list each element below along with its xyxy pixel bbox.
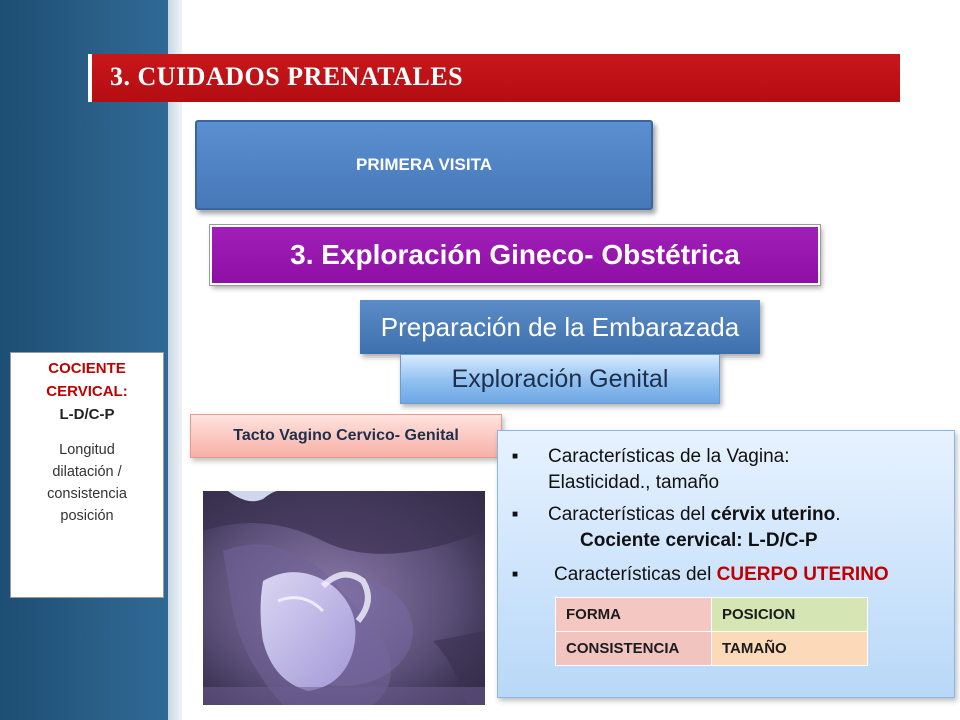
- bullet-cervix-bold: cérvix uterino: [710, 504, 836, 525]
- tacto-box: [190, 414, 502, 458]
- bullet-square-icon: ■: [512, 509, 519, 520]
- exploracion-genital-box: [400, 354, 720, 404]
- sidebar-edge: [168, 0, 182, 720]
- bullet-cervix: [548, 503, 841, 527]
- bullet-vagina-line1: Características de la Vagina:: [548, 446, 790, 467]
- bullet-cervix-prefix: Características del: [548, 504, 711, 525]
- preparacion-label: Preparación de la Embarazada: [380, 311, 740, 342]
- preparacion-box: [360, 300, 760, 354]
- exam-photo-image: [203, 491, 485, 705]
- cociente-line5: dilatación /: [52, 464, 122, 480]
- bullet-vagina-line2: Elasticidad., tamaño: [548, 472, 720, 493]
- primera-visita-box: [195, 120, 653, 210]
- bullet-cervix-sub: Cociente cervical: L-D/C-P: [580, 530, 818, 551]
- bullet-cuerpo-red: CUERPO UTERINO: [716, 564, 889, 585]
- table-cell: FORMA: [556, 598, 712, 632]
- primera-visita-label: PRIMERA VISITA: [355, 155, 492, 174]
- details-panel: [497, 430, 955, 698]
- cociente-line2: CERVICAL:: [46, 383, 128, 400]
- cociente-line3: L-D/C-P: [59, 406, 115, 423]
- cociente-line4: Longitud: [59, 442, 115, 458]
- bullet-square-icon: ■: [512, 451, 519, 462]
- cociente-cervical-box: [10, 352, 164, 598]
- tacto-label: Tacto Vagino Cervico- Genital: [233, 427, 459, 444]
- table-row: [556, 598, 868, 632]
- exploracion-title-box: [210, 225, 820, 285]
- page-title: 3. CUIDADOS PRENATALES: [110, 62, 464, 91]
- table-row: [556, 632, 868, 666]
- attributes-table: [555, 597, 868, 666]
- cociente-line7: posición: [60, 508, 114, 524]
- title-bar: [88, 54, 900, 102]
- bullet-cuerpo-prefix: Características del: [554, 564, 717, 585]
- exam-photo: [203, 491, 485, 705]
- table-cell: POSICION: [712, 598, 868, 632]
- table-cell: CONSISTENCIA: [556, 632, 712, 666]
- exploracion-title: 3. Exploración Gineco- Obstétrica: [290, 239, 740, 270]
- exploracion-genital-label: Exploración Genital: [451, 364, 669, 393]
- bullet-square-icon: ■: [512, 569, 519, 580]
- cociente-line1: COCIENTE: [48, 360, 126, 377]
- table-cell: TAMAÑO: [712, 632, 868, 666]
- cociente-line6: consistencia: [47, 486, 127, 502]
- bullet-cuerpo: [554, 563, 889, 587]
- bullet-cervix-suffix: .: [835, 504, 841, 525]
